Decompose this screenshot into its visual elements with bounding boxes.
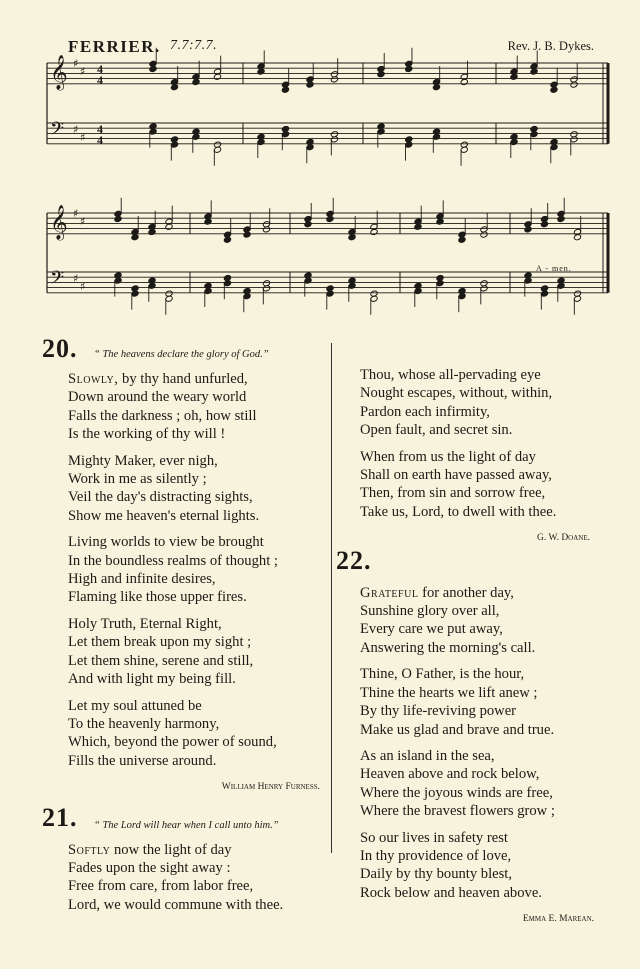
note-head: [436, 218, 444, 225]
time-signature: 4: [97, 62, 103, 76]
hymn-22-text: [360, 584, 600, 903]
stanza: [360, 665, 600, 739]
verse-line: Grateful for another day,: [360, 584, 514, 601]
hymn-author: G. W. Doane.: [537, 533, 590, 544]
note-head: [460, 78, 468, 85]
verse-line: When from us the light of day: [360, 448, 536, 465]
time-signature: 4: [97, 122, 103, 136]
stanza: [360, 747, 600, 821]
verse-line: Heaven above and rock below,: [360, 766, 540, 783]
verse-line: Answering the morning's call.: [360, 639, 536, 656]
stanza: [360, 448, 600, 522]
verse-line: Let them break upon my sight ;: [68, 634, 252, 651]
note-head: [243, 231, 251, 238]
note-head: [281, 86, 289, 93]
hymn-21-text-part2: [360, 366, 600, 521]
note-head: [213, 73, 221, 80]
verse-line: Thou, whose all-pervading eye: [360, 367, 541, 383]
left-column: [42, 334, 320, 922]
verse-line: Softly now the light of day: [68, 841, 232, 858]
verse-line: Is the working of thy will !: [68, 426, 226, 443]
stanza: [68, 452, 320, 526]
sharp-icon: ♯: [73, 57, 79, 70]
hymn-21-text-part1: [68, 841, 320, 915]
tune-name: FERRIER.: [68, 37, 161, 56]
right-column: [336, 366, 600, 929]
verse-line: Nought escapes, without, within,: [360, 385, 553, 402]
note-head: [149, 65, 157, 72]
note-head: [204, 218, 212, 225]
verse-line: Down around the weary world: [68, 389, 247, 406]
verse-line: Living worlds to view be brought: [68, 534, 264, 551]
column-divider: [331, 343, 332, 853]
sharp-icon: ♯: [80, 65, 86, 78]
verse-line: Holy Truth, Eternal Right,: [68, 615, 222, 632]
verse-line: Let them shine, serene and still,: [68, 652, 254, 669]
note-head: [432, 84, 440, 91]
note-head: [530, 68, 538, 75]
note-head: [165, 223, 173, 230]
note-head: [573, 234, 581, 241]
sharp-icon: ♯: [73, 272, 79, 285]
verse-line: Then, from sin and sorrow free,: [360, 485, 546, 502]
verse-line: Every care we put away,: [360, 621, 503, 638]
stanza: [68, 841, 320, 915]
note-head: [540, 221, 548, 228]
verse-line: So our lives in safety rest: [360, 829, 508, 846]
treble-clef-icon: 𝄞: [50, 205, 68, 240]
note-head: [570, 81, 578, 88]
verse-line: And with light my being fill.: [68, 671, 236, 688]
verse-line: Flaming like those upper fires.: [68, 589, 247, 606]
note-head: [377, 71, 385, 78]
music-score: [0, 0, 640, 330]
verse-line: Daily by thy bounty blest,: [360, 866, 513, 883]
verse-line: Free from care, from labor free,: [68, 878, 254, 895]
bass-clef-icon: 𝄢: [50, 119, 65, 144]
note-head: [480, 231, 488, 238]
verse-line: Mighty Maker, ever nigh,: [68, 452, 218, 469]
sharp-icon: ♯: [73, 123, 79, 136]
amen-label: A - men.: [536, 264, 572, 273]
tune-meter: 7.7:7.7.: [170, 38, 218, 53]
stanza: [68, 697, 320, 771]
verse-line: Veil the day's distracting sights,: [68, 489, 253, 506]
verse-line: Where the joyous winds are free,: [360, 784, 553, 801]
verse-line: Sunshine glory over all,: [360, 603, 500, 620]
verse-line: Fills the universe around.: [68, 752, 217, 769]
note-head: [348, 234, 356, 241]
note-head: [550, 86, 558, 93]
note-head: [223, 236, 231, 243]
note-head: [405, 65, 413, 72]
time-signature: 4: [97, 133, 103, 147]
hymn-number: 21.: [42, 802, 78, 832]
verse-line: Thine the hearts we lift anew ;: [360, 684, 538, 701]
stanza: [68, 533, 320, 607]
verse-line: In thy providence of love,: [360, 847, 512, 864]
note-head: [524, 226, 532, 233]
verse-line: Let my soul attuned be: [68, 697, 202, 714]
verse-line: High and infinite desires,: [68, 571, 216, 588]
hymn-author: Emma E. Marean.: [522, 914, 594, 925]
stanza: [68, 370, 320, 444]
note-head: [458, 236, 466, 243]
verse-line: Open fault, and secret sin.: [360, 422, 513, 439]
verse-line: Fades upon the sight away :: [68, 859, 231, 876]
note-head: [414, 223, 422, 230]
composer-credit: Rev. J. B. Dykes.: [507, 39, 594, 53]
verse-line: Make us glad and brave and true.: [360, 721, 555, 738]
note-head: [510, 73, 518, 80]
sharp-icon: ♯: [80, 280, 86, 293]
verse-line: Which, beyond the power of sound,: [68, 734, 277, 751]
note-head: [114, 215, 122, 222]
verse-line: Take us, Lord, to dwell with thee.: [360, 503, 557, 520]
hymn-epigraph: “ The Lord will hear when I call unto him.”: [94, 819, 279, 831]
hymn-epigraph: “ The heavens declare the glory of God.”: [94, 349, 269, 360]
verse-line: Thine, O Father, is the hour,: [360, 666, 525, 683]
bass-clef-icon: 𝄢: [50, 268, 65, 293]
verse-line: By thy life-reviving power: [360, 703, 517, 720]
note-head: [170, 84, 178, 91]
verse-line: In the boundless realms of thought ;: [68, 552, 278, 569]
note-head: [330, 76, 338, 83]
sharp-icon: ♯: [73, 207, 79, 220]
verse-line: Lord, we would commune with thee.: [68, 896, 284, 913]
verse-line: Pardon each infirmity,: [360, 403, 490, 420]
time-signature: 4: [97, 73, 103, 87]
hymn-number: 22.: [336, 545, 372, 575]
note-head: [557, 215, 565, 222]
stanza: [360, 366, 600, 440]
verse-line: Work in me as silently ;: [68, 471, 207, 488]
verse-line: As an island in the sea,: [360, 747, 495, 764]
sharp-icon: ♯: [80, 131, 86, 144]
note-head: [148, 228, 156, 235]
stanza: [360, 829, 600, 903]
verse-line: Slowly, by thy hand unfurled,: [68, 371, 248, 387]
verse-line: To the heavenly harmony,: [68, 715, 220, 732]
note-head: [326, 215, 334, 222]
verse-line: Show me heaven's eternal lights.: [68, 507, 260, 524]
sharp-icon: ♯: [80, 215, 86, 228]
note-head: [262, 226, 270, 233]
hymn-number: 20.: [42, 334, 78, 363]
verse-line: Falls the darkness ; oh, how still: [68, 407, 257, 424]
stanza: [68, 615, 320, 689]
verse-line: Where the bravest flowers grow ;: [360, 803, 555, 820]
hymn-20-text: [68, 370, 320, 770]
verse-line: Rock below and heaven above.: [360, 884, 542, 901]
note-head: [370, 228, 378, 235]
hymn-author: William Henry Furness.: [221, 782, 320, 793]
note-head: [304, 221, 312, 228]
note-head: [306, 81, 314, 88]
note-head: [192, 78, 200, 85]
verse-line: Shall on earth have passed away,: [360, 467, 552, 484]
treble-clef-icon: 𝄞: [50, 55, 68, 90]
stanza: [360, 584, 600, 658]
note-head: [257, 68, 265, 75]
note-head: [131, 234, 139, 241]
